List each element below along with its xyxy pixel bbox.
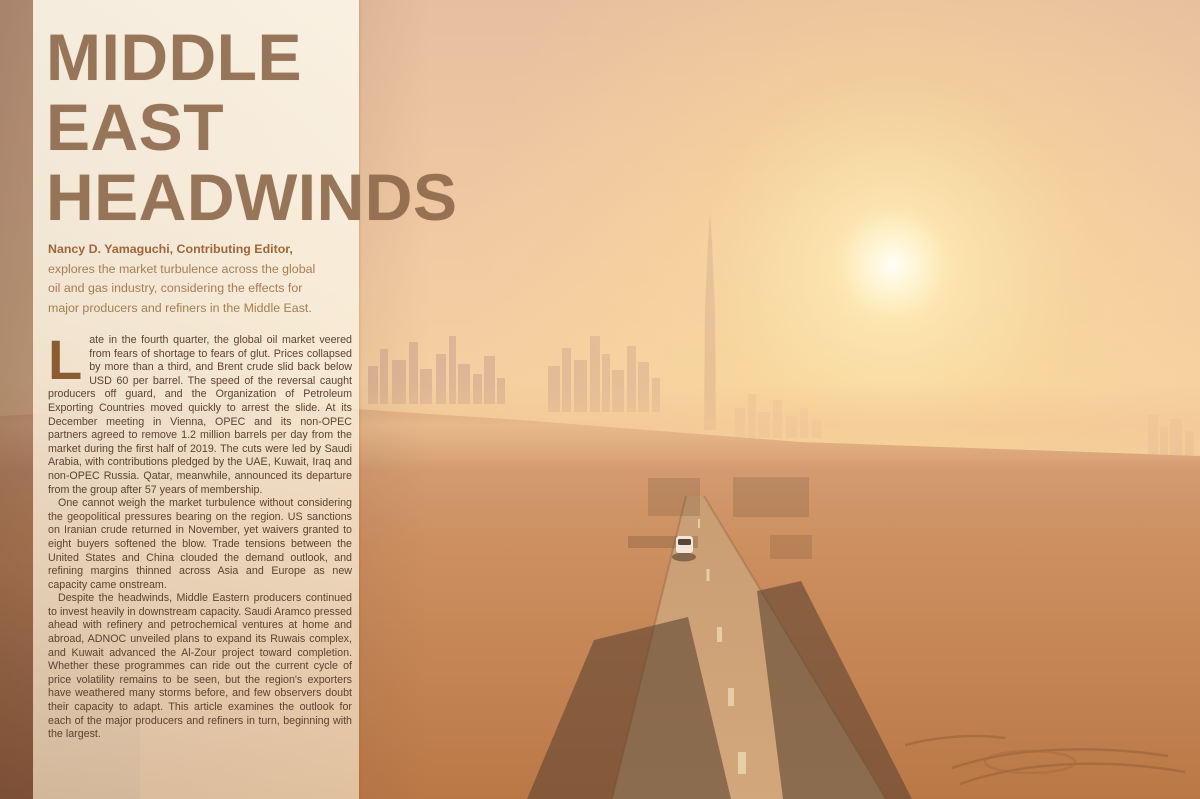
title-line-2: EAST [46, 90, 225, 164]
sun-icon [833, 205, 953, 325]
paragraph [48, 334, 352, 497]
title-line-3: HEADWINDS [46, 160, 458, 234]
dek-line: major producers and refiners in the Middle East. [48, 300, 312, 315]
article-body [48, 334, 352, 799]
paragraph: One cannot weigh the market turbulence without considering the geopolitical pressures bearing on the region. US sanctions on Iranian crude returned in November, yet waivers granted to eight buyers softened the blow. Trade tensions between the United States and China clouded the demand outlook, and refining margins thinned across Asia and Europe as new capacity came onstream. [48, 497, 352, 591]
dek-line: oil and gas industry, considering the effects for [48, 281, 303, 295]
paragraph: Despite the headwinds, Middle Eastern producers continued to invest heavily in downstream capacity. Saudi Aramco pressed ahead with refinery and petrochemical ventures at home and abroad, ADNOC unveiled plans to expand its Ruwais complex, and Kuwait advanced the Al-Zour project toward completion. Whether these programmes can ride out the current cycle of price volatility remains to be seen, but the region's exporters have weathered many storms before, and few observers doubt their capacity to adapt. This article examines the outlook for each of the major producers and refiners in turn, beginning with the largest. [48, 592, 352, 741]
byline: Nancy D. Yamaguchi, Contributing Editor, [48, 242, 293, 256]
standfirst [48, 240, 350, 318]
paragraph-text: ate in the fourth quarter, the global oil market veered from fears of shortage to fears of glut. Prices collapsed by more than a third, and Brent crude slid back below USD 60 per barrel. The speed of the reversal caught producers off guard, and the Organization of Petroleum Exporting Countries moved quickly to arrest the slide. At its December meeting in Vienna, OPEC and its non-OPEC partners agreed to remove 1.2 million barrels per day from the market during the first half of 2019. The cuts were led by Saudi Arabia, with contributions pledged by the UAE, Kuwait, Iraq and non-OPEC Russia. Qatar, meanwhile, announced its departure from the group after 57 years of membership. [48, 334, 352, 496]
dek-line: explores the market turbulence across the global [48, 261, 316, 276]
page-title [46, 22, 458, 232]
drop-cap: L [48, 334, 83, 391]
title-line-1: MIDDLE [46, 20, 302, 94]
